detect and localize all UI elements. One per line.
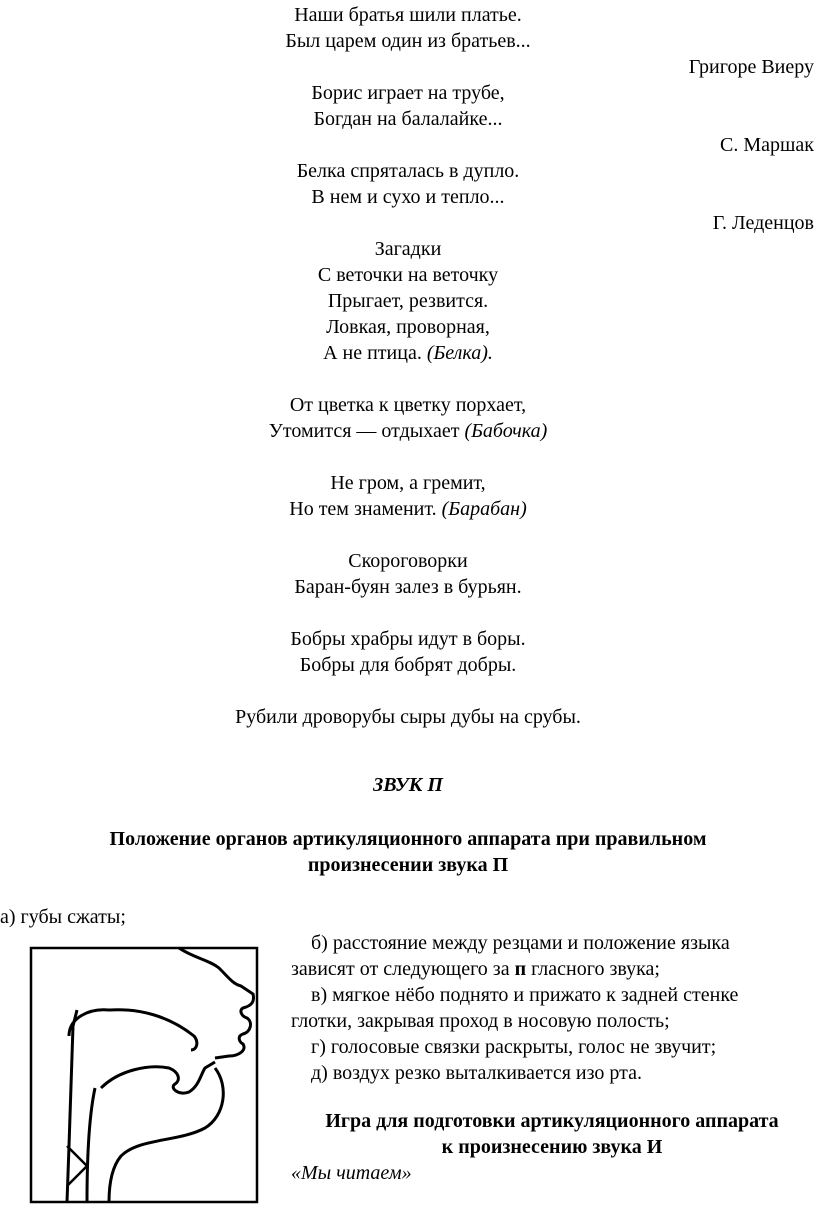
item-d: г) голосовые связки раскрыты, голос не звучит; — [311, 1036, 717, 1058]
item-c-line2: глотки, закрывая проход в носовую полость; — [291, 1010, 670, 1032]
jaw-outline — [109, 1068, 223, 1202]
riddle2-line2 — [0, 418, 816, 444]
tongue-twister-2: Бобры храбры идут в боры. — [290, 628, 526, 650]
poem3-author: Г. Леденцов — [712, 212, 814, 234]
game-title-line2: к произнесению звука И — [441, 1136, 663, 1158]
tongue-twister-4: Рубили дроворубы сыры дубы на срубы. — [235, 706, 581, 728]
pharynx-outline — [67, 1010, 77, 1202]
item-b-line1: б) расстояние между резцами и положение языка — [311, 932, 730, 954]
game-title-line1: Игра для подготовки артикуляционного аппарата — [325, 1110, 779, 1132]
riddle2-line2-text: Утомится — отдыхает — [268, 420, 460, 442]
riddle1-line4-text: А не птица. — [323, 342, 422, 364]
riddle1-line4 — [0, 340, 816, 366]
riddle2-line1: От цветка к цветку порхает, — [289, 394, 527, 416]
item-e: д) воздух резко выталкивается изо рта. — [311, 1062, 642, 1084]
poem1-line2: Был царем один из братьев... — [285, 30, 531, 52]
tongue-twister-1: Баран-буян залез в бурьян. — [294, 576, 522, 598]
riddle3-line2-text: Но тем знаменит. — [289, 498, 437, 520]
tongue-twister-3: Бобры для бобрят добры. — [299, 654, 517, 676]
item-a: а) губы сжаты; — [0, 906, 126, 928]
sound-title: ЗВУК П — [373, 774, 443, 796]
palate-outline — [69, 1010, 197, 1050]
pharynx-inner-outline — [87, 1088, 95, 1202]
poem2-author: С. Маршак — [720, 134, 814, 156]
item-b-line2-post: гласного звука; — [526, 958, 660, 980]
poem2-line1: Борис играет на трубе, — [311, 82, 505, 104]
poem2-line2: Богдан на балалайке... — [313, 108, 503, 130]
poem1-author: Григоре Виеру — [688, 56, 814, 78]
riddle3-answer: (Барабан) — [441, 498, 527, 520]
diagram-frame — [31, 948, 257, 1202]
sound-subtitle-line1: Положение органов артикуляционного аппарата при правильном — [109, 828, 707, 850]
sound-subtitle-line2: произнесении звука П — [307, 854, 509, 876]
riddle3-line2 — [0, 496, 816, 522]
riddle2-answer: (Бабочка) — [464, 420, 548, 442]
articulation-diagram — [29, 946, 259, 1204]
riddle3-line1: Не гром, а гремит, — [330, 472, 486, 494]
item-b-line2-pre: зависят от следующего за — [291, 958, 515, 980]
riddle1-line3: Ловкая, проворная, — [326, 316, 490, 338]
poem1-line1: Наши братья шили платье. — [294, 4, 522, 26]
poem3-line1: Белка спряталась в дупло. — [296, 160, 520, 182]
item-b-bold-letter: п — [514, 958, 527, 980]
poem3-line2: В нем и сухо и тепло... — [311, 186, 505, 208]
tongue-outline — [101, 1062, 215, 1093]
face-profile-outline — [179, 948, 254, 1058]
item-c-line1: в) мягкое нёбо поднято и прижато к задней стенке — [311, 984, 739, 1006]
riddle1-answer: (Белка). — [426, 342, 493, 364]
game-name: «Мы читаем» — [291, 1162, 412, 1184]
riddle1-line2: Прыгает, резвится. — [327, 290, 489, 312]
tongue-twisters-heading: Скороговорки — [348, 550, 468, 572]
riddles-heading: Загадки — [374, 238, 442, 260]
item-b-line2 — [291, 956, 813, 982]
riddle1-line1: С веточки на веточку — [317, 264, 499, 286]
